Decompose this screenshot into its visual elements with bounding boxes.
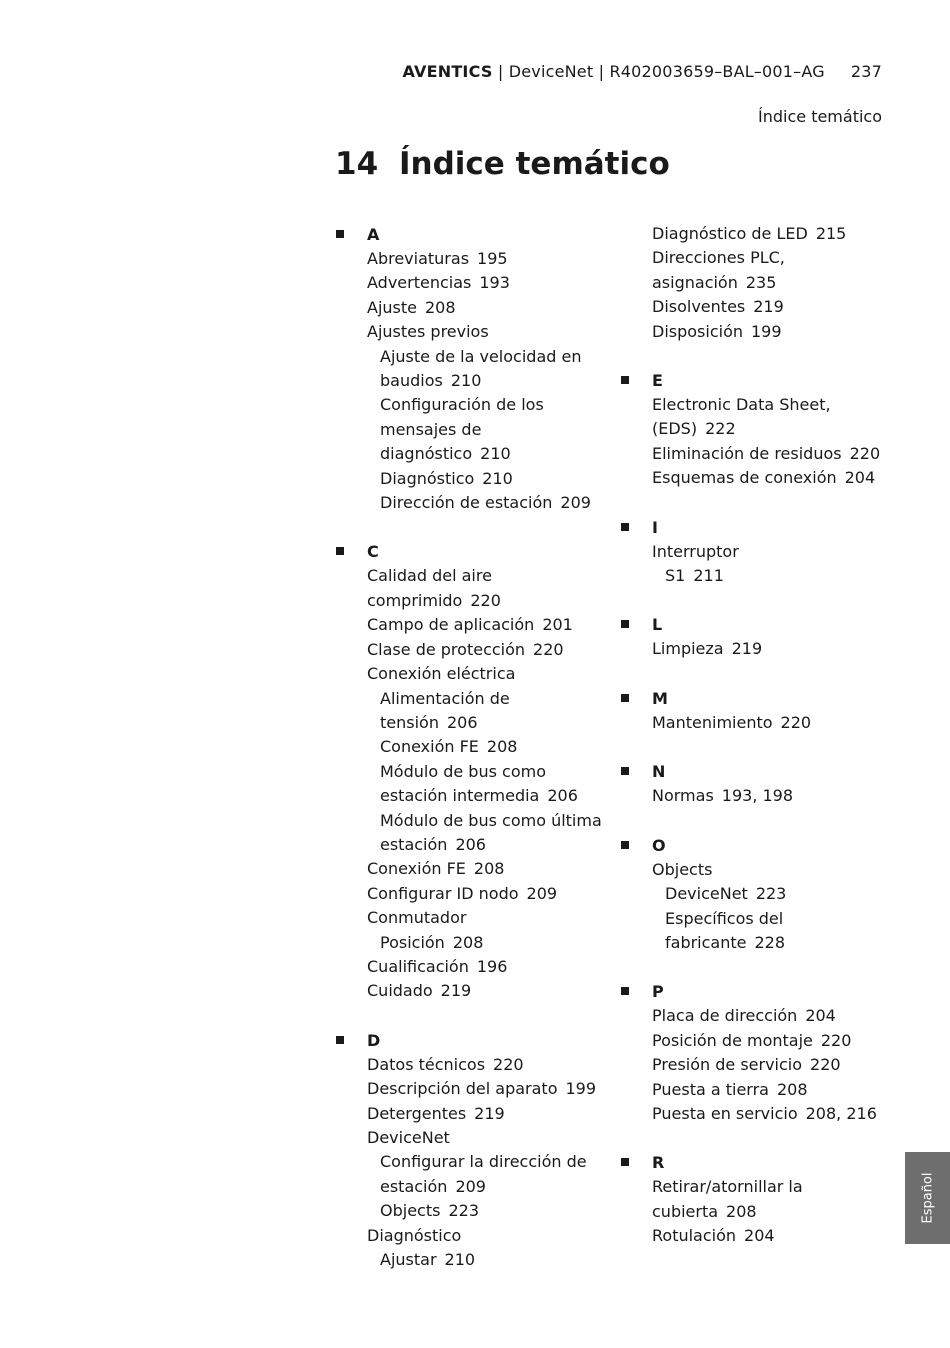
square-bullet-icon	[621, 620, 629, 628]
index-group-o	[652, 833, 902, 956]
square-bullet-icon	[621, 694, 629, 702]
index-group-d-continued	[652, 222, 902, 344]
index-entry: DeviceNet	[367, 1128, 450, 1147]
index-entry: Placa de dirección 204	[652, 1006, 836, 1026]
index-entry: Detergentes 219	[367, 1103, 505, 1123]
index-letter: R	[652, 1150, 902, 1175]
index-subentry: Alimentación de	[380, 688, 510, 708]
index-entry: Cuidado 219	[367, 981, 472, 1001]
index-subentry: estación 206	[380, 834, 486, 854]
square-bullet-icon	[621, 523, 629, 531]
index-entry: Objects	[652, 859, 713, 879]
index-entry: asignación 235	[652, 272, 777, 292]
index-entry: Presión de servicio 220	[652, 1055, 841, 1075]
index-entry: cubierta 208	[652, 1201, 757, 1221]
index-subentry: DeviceNet 223	[665, 884, 787, 904]
index-entry: Limpieza 219	[652, 639, 763, 659]
square-bullet-icon	[621, 987, 629, 995]
index-letter: O	[652, 833, 902, 858]
index-entry: Interruptor	[652, 541, 739, 561]
index-group-n	[652, 759, 902, 808]
language-tab	[905, 1152, 950, 1244]
index-entry: Cualificación 196	[367, 956, 508, 976]
chapter-number: 14	[335, 146, 379, 182]
index-letter: A	[367, 222, 617, 247]
index-subentry: Dirección de estación 209	[380, 493, 591, 513]
index-entry: Conexión FE 208	[367, 859, 505, 879]
index-entry: Normas 193, 198	[652, 786, 794, 806]
square-bullet-icon	[621, 841, 629, 849]
index-group-a	[367, 222, 617, 515]
square-bullet-icon	[621, 1158, 629, 1166]
index-entry: comprimido 220	[367, 590, 501, 610]
index-subentry: Conexión FE 208	[380, 737, 518, 757]
index-entry: Descripción del aparato 199	[367, 1079, 597, 1099]
page-number: 237	[850, 62, 882, 81]
index-entry: Puesta a tierra 208	[652, 1079, 808, 1099]
index-subentry: S1 211	[665, 566, 724, 586]
running-header	[403, 62, 882, 81]
language-tab-label: Español	[920, 1172, 935, 1224]
index-letter: C	[367, 539, 617, 564]
index-letter: N	[652, 759, 902, 784]
square-bullet-icon	[336, 230, 344, 238]
index-entry: Diagnóstico	[367, 1225, 462, 1245]
index-group-r	[652, 1150, 902, 1248]
index-letter: I	[652, 515, 902, 540]
index-subentry: diagnóstico 210	[380, 444, 511, 464]
index-entry: Disposición 199	[652, 321, 782, 341]
square-bullet-icon	[336, 547, 344, 555]
index-subentry: Ajustar 210	[380, 1250, 476, 1270]
running-section-title: Índice temático	[758, 107, 882, 126]
index-entry: Rotulación 204	[652, 1226, 775, 1246]
index-letter: M	[652, 686, 902, 711]
index-subentry: Específicos del	[665, 908, 784, 928]
index-entry: Direcciones PLC,	[652, 248, 785, 268]
index-entry: Abreviaturas 195	[367, 249, 508, 268]
index-entry: Conmutador	[367, 908, 467, 928]
index-entry: Datos técnicos 220	[367, 1054, 524, 1074]
index-entry: Conexión eléctrica	[367, 664, 516, 684]
index-entry: Configurar ID nodo 209	[367, 883, 558, 903]
index-entry: Ajustes previos	[367, 322, 489, 342]
index-entry: Clase de protección 220	[367, 639, 564, 659]
index-group-l	[652, 612, 902, 661]
index-group-p	[652, 979, 902, 1126]
index-entry: Eliminación de residuos 220	[652, 443, 881, 463]
index-subentry: Ajuste de la velocidad en	[380, 346, 582, 366]
index-group-e	[652, 368, 902, 491]
index-subentry: fabricante 228	[665, 932, 786, 952]
index-subentry: tensión 206	[380, 712, 478, 732]
brand-name: AVENTICS	[402, 62, 493, 81]
index-entry: Ajuste 208	[367, 297, 456, 317]
document-reference: | DeviceNet | R402003659–BAL–001–AG	[492, 62, 825, 81]
index-entry: Puesta en servicio 208, 216	[652, 1103, 877, 1123]
index-subentry: baudios 210	[380, 371, 482, 391]
index-letter: E	[652, 368, 902, 393]
index-subentry: Configuración de los	[380, 395, 544, 415]
index-subentry: Posición 208	[380, 932, 484, 952]
index-entry: Posición de montaje 220	[652, 1030, 852, 1050]
index-entry: Campo de aplicación 201	[367, 615, 573, 635]
index-entry: Disolventes 219	[652, 297, 784, 317]
index-entry: (EDS) 222	[652, 419, 736, 439]
index-entry: Mantenimiento 220	[652, 712, 812, 732]
index-subentry: estación 209	[380, 1176, 486, 1196]
index-column-right	[652, 222, 902, 1273]
square-bullet-icon	[621, 767, 629, 775]
index-entry: Esquemas de conexión 204	[652, 468, 876, 488]
index-entry: Calidad del aire	[367, 566, 492, 586]
index-subentry: Módulo de bus como	[380, 761, 546, 781]
index-group-c	[367, 539, 617, 1003]
index-subentry: Diagnóstico 210	[380, 468, 513, 488]
index-group-d	[367, 1028, 617, 1273]
index-subentry: mensajes de	[380, 419, 482, 439]
index-subentry: estación intermedia 206	[380, 786, 578, 806]
square-bullet-icon	[336, 1036, 344, 1044]
chapter-title	[335, 146, 670, 182]
index-letter: P	[652, 979, 902, 1004]
index-letter: D	[367, 1028, 617, 1053]
index-subentry: Configurar la dirección de	[380, 1152, 587, 1172]
index-group-i	[652, 515, 902, 589]
index-column-left	[367, 222, 617, 1296]
index-entry: Diagnóstico de LED 215	[652, 224, 847, 243]
index-group-m	[652, 686, 902, 735]
index-entry: Electronic Data Sheet,	[652, 395, 831, 415]
square-bullet-icon	[621, 376, 629, 384]
index-subentry: Módulo de bus como última	[380, 810, 602, 830]
chapter-name: Índice temático	[399, 146, 670, 182]
index-subentry: Objects 223	[380, 1201, 479, 1221]
index-entry: Retirar/atornillar la	[652, 1177, 803, 1197]
index-letter: L	[652, 612, 902, 637]
index-entry: Advertencias 193	[367, 273, 510, 293]
